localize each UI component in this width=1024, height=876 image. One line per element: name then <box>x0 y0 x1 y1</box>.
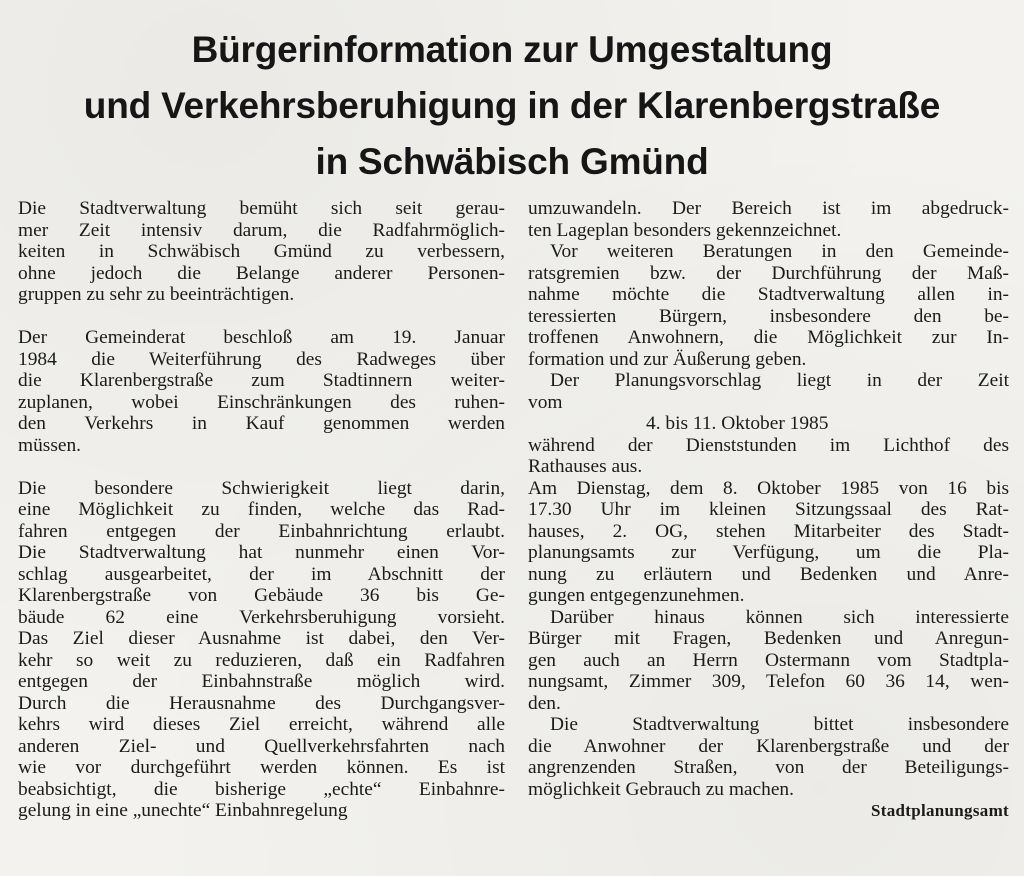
text-line: Der Gemeinderat beschloß am 19. Januar <box>18 327 505 348</box>
paragraph <box>528 478 1009 607</box>
paragraph <box>528 198 1009 241</box>
text-line: den. <box>528 692 561 714</box>
text-line: anderen Ziel- und Quellverkehrsfahrten nach <box>18 735 505 757</box>
left-column <box>18 198 505 822</box>
text-line: ratsgremien bzw. der Durchführung der Maß- <box>528 262 1009 284</box>
paragraph <box>18 327 505 456</box>
text-line: den Verkehrs in Kauf genommen werden <box>18 413 505 434</box>
text-line: 1984 die Weiterführung des Radweges über <box>18 348 505 370</box>
paragraph <box>528 435 1009 478</box>
headline <box>0 22 1024 190</box>
text-line: fahren entgegen der Einbahnrichtung erlaubt. <box>18 520 505 542</box>
text-line: gruppen zu sehr zu beeinträchtigen. <box>18 284 295 305</box>
text-line: möglichkeit Gebrauch zu machen. <box>528 778 794 800</box>
text-line: nungsamt, Zimmer 309, Telefon 60 36 14, wen- <box>528 671 1009 692</box>
text-line: Vor weiteren Beratungen in den Gemeinde- <box>550 241 1009 262</box>
text-line: ten Lageplan besonders gekennzeichnet. <box>528 219 842 241</box>
text-line: hauses, 2. OG, stehen Mitarbeiter des Stadt- <box>528 520 1009 542</box>
text-line: nung zu erläutern und Bedenken und Anre- <box>528 563 1009 585</box>
text-line: Das Ziel dieser Ausnahme ist dabei, den Ver- <box>18 628 505 649</box>
text-line: Rathauses aus. <box>528 456 643 477</box>
paragraph <box>18 198 505 306</box>
paragraph <box>528 370 1009 413</box>
text-line: beabsichtigt, die bisherige „echte“ Einbahnre- <box>18 778 505 800</box>
text-line: umzuwandeln. Der Bereich ist im abgedruck- <box>528 198 1009 219</box>
text-line: müssen. <box>18 434 82 456</box>
text-line: gen auch an Herrn Ostermann vom Stadtpla- <box>528 649 1009 671</box>
text-line: Durch die Herausnahme des Durchgangsver- <box>18 692 505 714</box>
text-line: Die besondere Schwierigkeit liegt darin, <box>18 477 505 499</box>
text-line: Die Stadtverwaltung bemüht sich seit gerau- <box>18 198 505 219</box>
text-line: gelung in eine „unechte“ Einbahnregelung <box>18 800 348 821</box>
right-column <box>528 198 1009 822</box>
text-line: Bürger mit Fragen, Bedenken und Anregun- <box>528 628 1009 649</box>
text-line: die Anwohner der Klarenbergstraße und der <box>528 735 1009 757</box>
text-line: planungsamts zur Verfügung, um die Pla- <box>528 542 1009 563</box>
text-line: entgegen der Einbahnstraße möglich wird. <box>18 671 505 692</box>
text-line: Darüber hinaus können sich interessierte <box>550 606 1009 628</box>
text-line: troffenen Anwohnern, die Möglichkeit zur In- <box>528 327 1009 348</box>
text-line: Die Stadtverwaltung bittet insbesondere <box>550 714 1009 735</box>
text-line: schlag ausgearbeitet, der im Abschnitt der <box>18 563 505 585</box>
text-line: eine Möglichkeit zu finden, welche das Rad- <box>18 499 505 520</box>
text-line: angrenzenden Straßen, von der Beteiligungs- <box>528 757 1009 778</box>
text-line: bäude 62 eine Verkehrsberuhigung vorsieht. <box>18 606 505 628</box>
paragraph <box>18 478 505 822</box>
text-line: keiten in Schwäbisch Gmünd zu verbessern, <box>18 241 505 262</box>
paragraph <box>528 714 1009 800</box>
text-line: wie vor durchgeführt werden können. Es ist <box>18 757 505 778</box>
text-line: formation und zur Äußerung geben. <box>528 348 807 370</box>
headline-line-1: Bürgerinformation zur Umgestaltung <box>191 29 833 70</box>
text-line: zuplanen, wobei Einschränkungen des ruhen- <box>18 391 505 413</box>
text-line: kehrs wird dieses Ziel erreicht, während alle <box>18 714 505 735</box>
text-line: Klarenbergstraße von Gebäude 36 bis Ge- <box>18 585 505 606</box>
date-line: 4. bis 11. Oktober 1985 <box>646 413 829 434</box>
headline-line-3: in Schwäbisch Gmünd <box>315 141 709 182</box>
text-line: mer Zeit intensiv darum, die Radfahrmöglich- <box>18 219 505 241</box>
paragraph <box>528 607 1009 715</box>
paragraph <box>528 241 1009 370</box>
text-line: kehr so weit zu reduzieren, daß ein Radfahren <box>18 649 505 671</box>
text-line: teressierten Bürgern, insbesondere den be- <box>528 305 1009 327</box>
text-line: vom <box>528 391 563 413</box>
text-line: gungen entgegenzunehmen. <box>528 585 745 606</box>
text-line: ohne jedoch die Belange anderer Personen- <box>18 262 505 284</box>
text-line: Der Planungsvorschlag liegt in der Zeit <box>550 370 1009 391</box>
text-line: Am Dienstag, dem 8. Oktober 1985 von 16 bis <box>528 477 1009 499</box>
text-line: 17.30 Uhr im kleinen Sitzungssaal des Rat- <box>528 499 1009 520</box>
text-line: während der Dienststunden im Lichthof des <box>528 434 1009 456</box>
signature: Stadtplanungsamt <box>870 801 1009 820</box>
headline-line-2: und Verkehrsberuhigung in der Klarenbergstraße <box>83 85 941 126</box>
text-line: nahme möchte die Stadtverwaltung allen in- <box>528 284 1009 305</box>
text-line: die Klarenbergstraße zum Stadtinnern weiter- <box>18 370 505 391</box>
text-line: Die Stadtverwaltung hat nunmehr einen Vor- <box>18 542 505 563</box>
